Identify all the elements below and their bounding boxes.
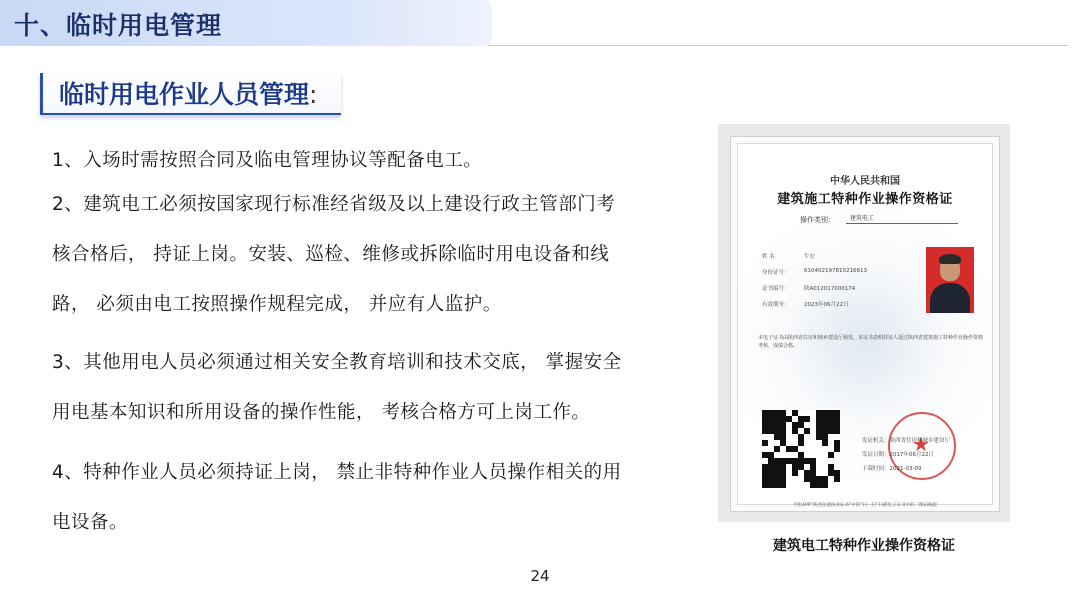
paragraph-line: 用电基本知识和所用设备的操作性能， 考核合格方可上岗工作。 xyxy=(52,402,591,423)
field-label: 有效期至： xyxy=(762,302,790,308)
section-title: 十、临时用电管理 xyxy=(14,11,223,40)
certificate-heading-country: 中华人民共和国 xyxy=(830,176,900,187)
download-time-line: 下载时间：2021-03-09 xyxy=(862,466,922,472)
certificate-field-number xyxy=(762,284,856,292)
paragraph-line: 电设备。 xyxy=(52,512,129,533)
field-value: 610402197810216613 xyxy=(804,268,867,274)
certificate-body xyxy=(737,143,993,508)
subtitle-colon: : xyxy=(309,80,318,109)
header-divider xyxy=(488,45,1068,46)
field-value: 牛宏 xyxy=(804,254,816,260)
page-number: 24 xyxy=(530,567,550,585)
issuer-line: 发证机关：陕西省住房和城乡建设厅 xyxy=(862,438,951,444)
issue-date-line: 发证日期：2017年06月22日 xyxy=(862,452,934,458)
field-label: 姓 名： xyxy=(762,254,781,260)
photo-hair xyxy=(939,254,961,264)
certificate-caption: 建筑电工特种作业操作资格证 xyxy=(773,538,955,554)
paragraph-line: 1、入场时需按照合同及临电管理协议等配备电工。 xyxy=(52,150,483,171)
certificate-field-name xyxy=(762,252,816,260)
field-value: 陕A012017000174 xyxy=(804,286,856,292)
certificate-field-id xyxy=(762,268,867,276)
paragraph-line: 路， 必须由电工按照操作规程完成， 并应有人监护。 xyxy=(52,294,502,315)
paragraph-2 xyxy=(52,194,692,330)
holder-photo xyxy=(926,247,974,313)
paragraph-line: 核合格后， 持证上岗。安装、巡检、维修或拆除临时用电设备和线 xyxy=(52,244,610,265)
paragraph-line: 4、特种作业人员必须持证上岗， 禁止非特种作业人员操作相关的用 xyxy=(52,462,622,483)
certificate-image xyxy=(718,124,1010,522)
field-value: 2023年06月22日 xyxy=(804,302,849,308)
certificate-description: 本电子证书由陕西省住房和城乡建设厅颁发，本证书表明持证人通过陕西省建筑施工特种作业操作资格考核，成绩合格。 xyxy=(758,335,984,349)
paragraph-3 xyxy=(52,352,692,438)
certificate-heading-title: 建筑施工特种作业操作资格证 xyxy=(777,192,953,207)
paragraph-line: 2、建筑电工必须按国家现行标准经省级及以上建设行政主管部门考 xyxy=(52,194,616,215)
qr-code xyxy=(762,410,840,488)
field-label: 证书编号： xyxy=(762,286,790,292)
subtitle xyxy=(59,75,317,111)
qr-module xyxy=(834,482,840,488)
subtitle-box xyxy=(40,73,341,115)
qr-grid xyxy=(762,410,840,488)
certificate-category-label: 操作类别： xyxy=(800,216,835,224)
paragraph-line: 3、其他用电人员必须通过相关安全教育培训和技术交底， 掌握安全 xyxy=(52,352,622,373)
certificate-footer: 手机APP“陕西住建执业证书”中的“扫一扫”扫描电子证书中的二维码核验 xyxy=(793,503,937,508)
seal-star-icon: ★ xyxy=(912,432,930,456)
paragraph-4 xyxy=(52,462,692,548)
certificate-frame xyxy=(730,136,1000,512)
header-banner xyxy=(0,0,492,46)
certificate-field-expiry xyxy=(762,300,849,308)
subtitle-text: 临时用电作业人员管理 xyxy=(59,80,310,109)
photo-body xyxy=(930,283,970,313)
field-label: 身份证号： xyxy=(762,270,790,276)
certificate-category-value: 建筑电工 xyxy=(846,213,958,224)
paragraph-1 xyxy=(52,146,692,172)
